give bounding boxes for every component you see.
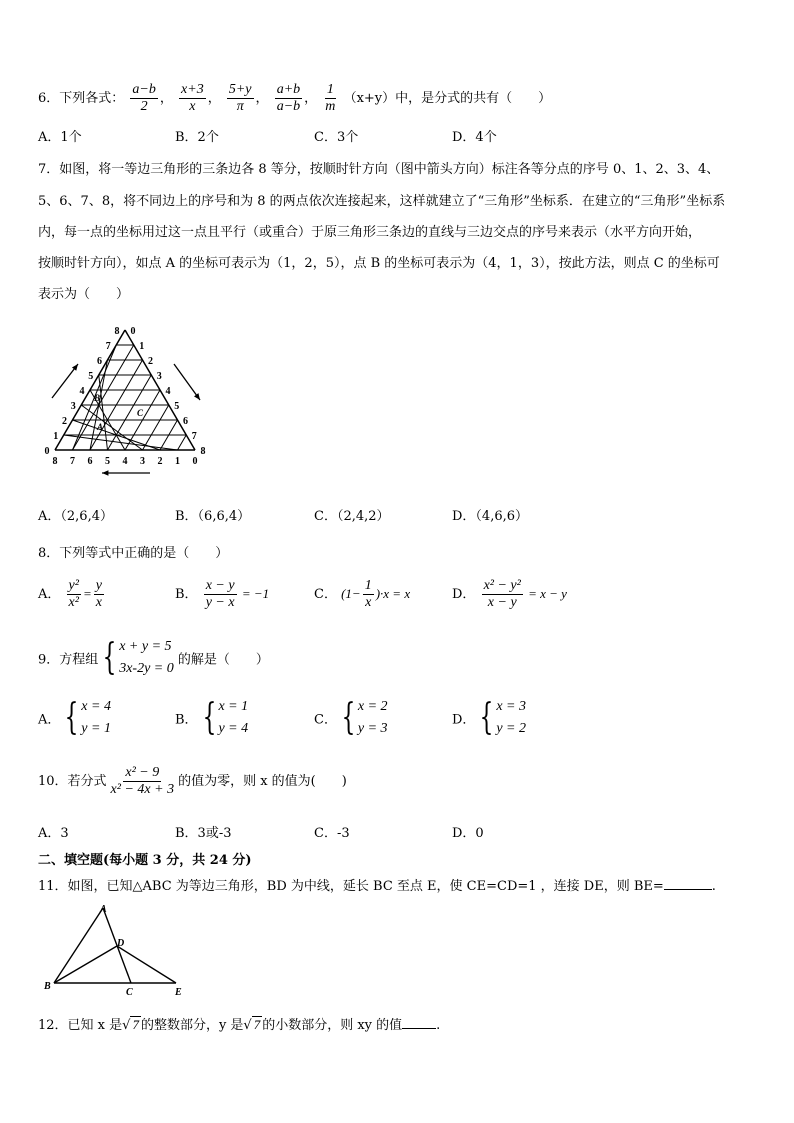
q11-stem: 11．如图，已知△ABC 为等边三角形，BD 为中线，延长 BC 至点 E，使 CE=CD=1 ，连接 DE，则 BE= . xyxy=(38,879,716,894)
q9-option-d[interactable]: D． { x = 3 y = 2 xyxy=(452,697,527,738)
label-c: C xyxy=(126,987,133,998)
q7-option-b[interactable]: B．（6,6,4） xyxy=(175,509,251,524)
q10-option-a[interactable]: A．3 xyxy=(38,826,69,841)
left-side-label: 7 xyxy=(105,341,111,352)
fraction: $\frac{1}{m}$ xyxy=(325,82,336,114)
q9-option-a[interactable]: A． { x = 4 y = 1 xyxy=(38,697,111,738)
right-side-label: 6 xyxy=(183,416,188,427)
q10-stem: 10．若分式 $\frac{\text{x² − 9}}{\text{x² − 4x + 3}}$ 的值为零，则 x 的值为( ) xyxy=(38,765,347,797)
q8-option-a[interactable]: A． $\frac{\text{y²}}{\text{x²}}$ = $\frac{y}{x}$ xyxy=(38,578,102,610)
right-side-label: 7 xyxy=(191,431,197,442)
point-label-b: B xyxy=(93,393,101,403)
bottom-side-label: 4 xyxy=(122,456,128,467)
q7-option-c[interactable]: C．（2,4,2） xyxy=(314,509,390,524)
q8-stem: 8．下列等式中正确的是（ ） xyxy=(38,546,229,561)
q10-option-c[interactable]: C．-3 xyxy=(314,826,350,841)
bottom-side-label: 7 xyxy=(70,456,75,467)
right-side-label: 0 xyxy=(130,326,136,337)
median-bd xyxy=(54,946,117,983)
right-side-label: 5 xyxy=(174,401,180,412)
left-side-label: 3 xyxy=(70,401,76,412)
bottom-side-label: 1 xyxy=(175,456,180,467)
q7-line-3: 内，每一点的坐标用过这一点且平行（或重合）于原三角形三条边的直线与三边交点的序号来表示（水平方向开始， xyxy=(38,225,702,240)
fraction: $\frac{5+y}{\pi}$ xyxy=(228,82,252,114)
grid-line xyxy=(108,375,152,450)
q6-option-c[interactable]: C．3个 xyxy=(314,130,359,145)
fraction: $\frac{a+b}{a-b}$ xyxy=(276,82,301,114)
left-side-label: 1 xyxy=(53,431,59,442)
grid-line xyxy=(70,345,134,450)
q6-option-b[interactable]: B．2个 xyxy=(175,130,219,145)
triangle-abc-figure xyxy=(40,900,190,1000)
q9-stem: 9．方程组 { x + y = 5 3x-2y = 0 的解是（ ） xyxy=(38,637,269,678)
right-side-label: 4 xyxy=(165,386,171,397)
left-side-label: 5 xyxy=(88,371,94,382)
q7-line-1: 7．如图，将一等边三角形的三条边各 8 等分，按顺时针方向（图中箭头方向）标注各等分点的序号 0、1、2、3、4、 xyxy=(38,162,720,177)
label-a: A xyxy=(100,904,107,915)
right-side-label: 2 xyxy=(148,356,153,367)
bottom-side-label: 5 xyxy=(105,456,110,467)
q8-option-c[interactable]: C． (1− $\frac{1}{x}$ )·x = x xyxy=(314,578,411,610)
fraction: $\frac{a-b}{2}$ xyxy=(132,82,156,114)
bottom-side-label: 8 xyxy=(52,456,58,467)
arrow-bottom-side-head xyxy=(102,470,108,475)
answer-blank[interactable] xyxy=(664,889,712,890)
triangle-coordinate-figure xyxy=(40,318,215,478)
segment-de xyxy=(117,946,176,983)
q7-line-5: 表示为（ ） xyxy=(38,287,130,302)
left-side-label: 8 xyxy=(114,326,120,337)
point-label-a: A xyxy=(96,422,104,432)
fraction: $\frac{x+3}{x}$ xyxy=(181,82,204,114)
right-side-label: 8 xyxy=(200,446,206,457)
q6-stem: 6．下列各式： $\frac{a-b}{2}$ ， $\frac{x+3}{x}$ ， $\frac{5+y}{\pi}$ ， $\frac{a+b}{a-b}$ ， $\frac{1}{m}$ （x+y）中，是分式的共有（ ） xyxy=(38,82,552,114)
left-side-label: 4 xyxy=(79,386,85,397)
left-side-label: 2 xyxy=(62,416,67,427)
label-d: D xyxy=(117,938,125,949)
q9-option-b[interactable]: B． { x = 1 y = 4 xyxy=(175,697,249,738)
q6-option-a[interactable]: A．1个 xyxy=(38,130,82,145)
point-label-c: C xyxy=(136,408,144,418)
q12-stem: 12．已知 x 是√ 7 的整数部分，y 是√ 7 的小数部分，则 xy 的值 . xyxy=(38,1017,441,1033)
right-side-label: 3 xyxy=(156,371,162,382)
label-e: E xyxy=(175,987,182,998)
q7-line-2: 5、6、7、8，将不同边上的序号和为 8 的两点依次连接起来，这样就建立了“三角形”坐标系．在建立的“三角形”坐标系 xyxy=(38,194,726,209)
right-side-label: 1 xyxy=(139,341,145,352)
arrow-right-side xyxy=(174,364,200,400)
q8-option-d[interactable]: D． $\frac{\text{x² − y²}}{x - y}$ = x − y xyxy=(452,578,567,610)
bottom-side-label: 0 xyxy=(192,456,198,467)
q6-option-d[interactable]: D．4个 xyxy=(452,130,497,145)
answer-blank[interactable] xyxy=(402,1028,436,1029)
grid-line xyxy=(143,405,169,450)
side-ab xyxy=(54,908,103,983)
bottom-side-label: 6 xyxy=(87,456,93,467)
q7-option-d[interactable]: D．（4,6,6） xyxy=(452,509,529,524)
label-b: B xyxy=(44,981,51,992)
grid-line xyxy=(64,435,178,450)
bottom-side-label: 3 xyxy=(140,456,145,467)
q9-option-c[interactable]: C． { x = 2 y = 3 xyxy=(314,697,388,738)
q7-line-4: 按顺时针方向），如点 A 的坐标可表示为（1，2，5），点 B 的坐标可表示为（4，1，3），按此方法，则点 C 的坐标可 xyxy=(38,256,720,271)
grid-line xyxy=(178,435,187,450)
left-side-label: 6 xyxy=(97,356,102,367)
left-side-label: 0 xyxy=(44,446,50,457)
arrow-right-side-head xyxy=(194,393,200,400)
q10-option-b[interactable]: B．3或-3 xyxy=(175,826,232,841)
q8-option-b[interactable]: B． $\frac{x - y}{y - x}$ = −1 xyxy=(175,578,270,610)
section-heading: 二、填空题(每小题 3 分，共 24 分) xyxy=(38,853,252,868)
bottom-side-label: 2 xyxy=(157,456,163,467)
q7-option-a[interactable]: A．（2,6,4） xyxy=(38,509,113,524)
q10-option-d[interactable]: D．0 xyxy=(452,826,484,841)
